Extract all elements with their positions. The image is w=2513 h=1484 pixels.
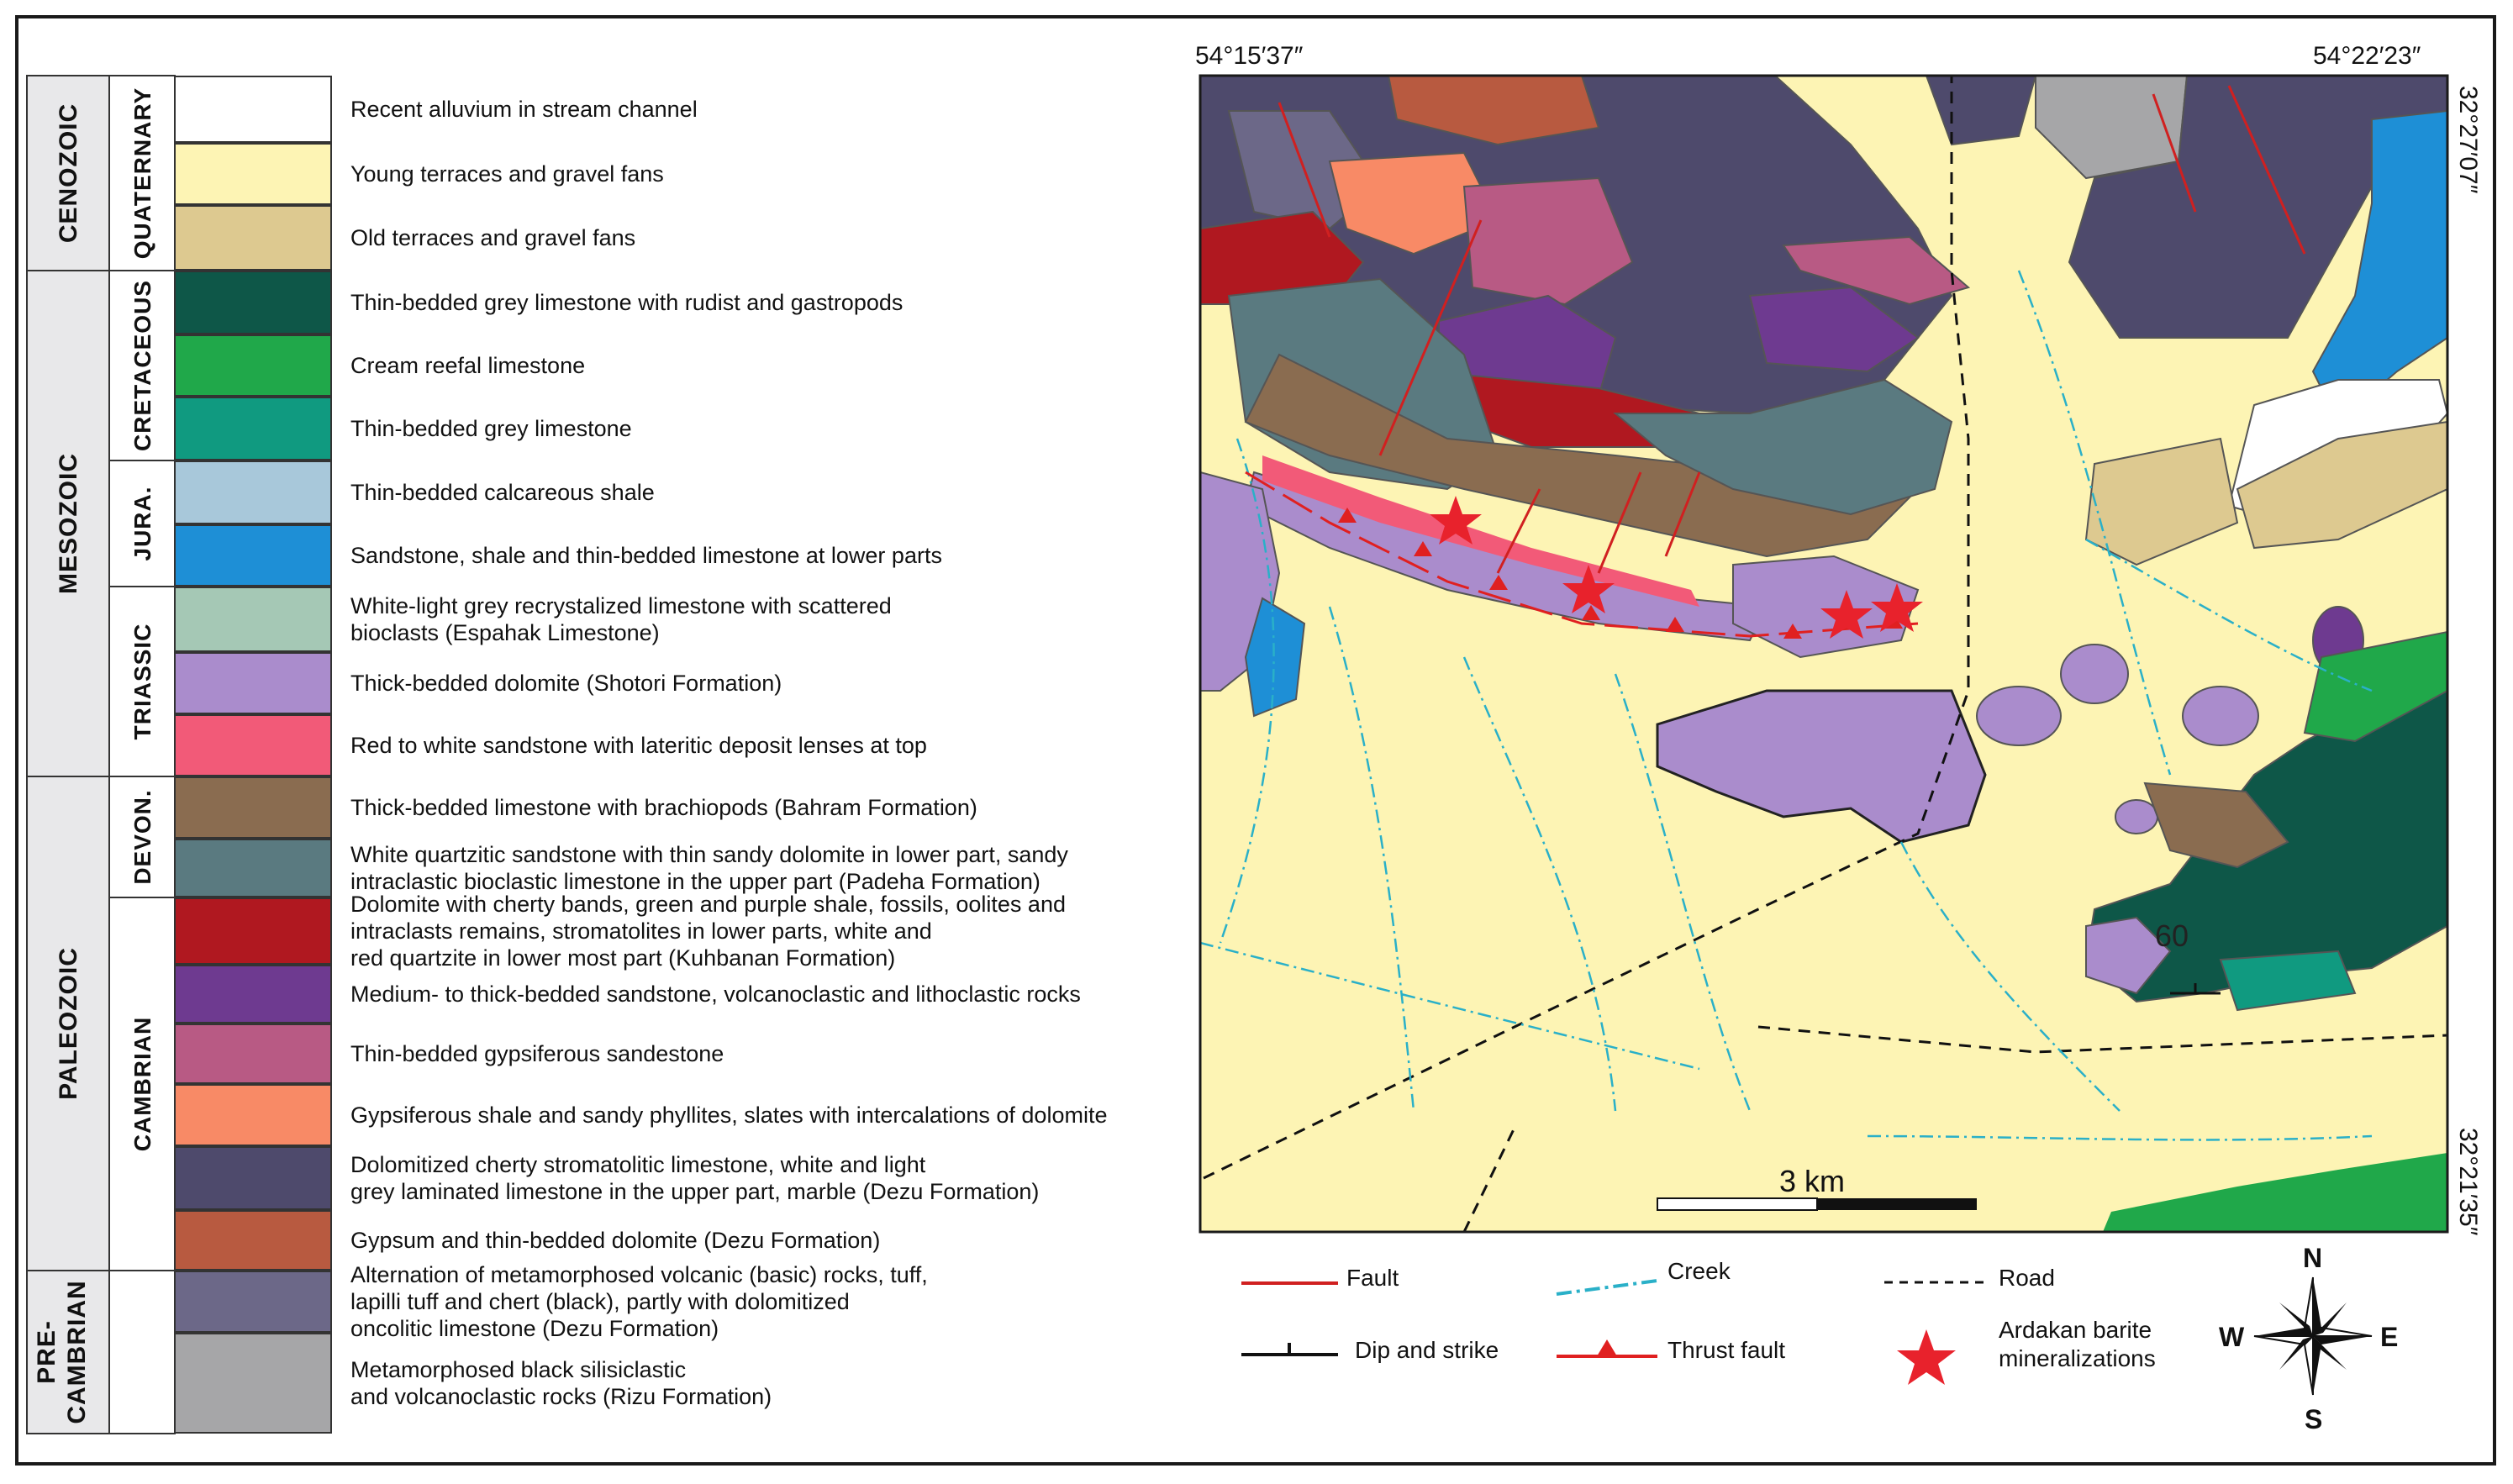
unit-description: grey laminated limestone in the upper part, marble (Dezu Formation) xyxy=(350,1179,1040,1204)
unit-description: Sandstone, shale and thin-bedded limestone at lower parts xyxy=(350,543,942,568)
unit-description: Thick-bedded limestone with brachiopods (Bahram Formation) xyxy=(350,795,977,820)
unit-description: red quartzite in lower most part (Kuhbanan Formation) xyxy=(350,945,896,971)
coord-right-top: 32°27′07″ xyxy=(2454,86,2482,194)
unit-description: Recent alluvium in stream channel xyxy=(350,97,698,122)
period-label: JURA. xyxy=(129,486,155,561)
key-barite-line1: Ardakan barite xyxy=(1999,1317,2152,1343)
unit-description: Dolomitized cherty stromatolitic limestone, white and light xyxy=(350,1152,926,1177)
coord-top-right: 54°22′23″ xyxy=(2313,42,2421,70)
key-dip: Dip and strike xyxy=(1355,1337,1499,1363)
barite-key-star xyxy=(1897,1329,1956,1385)
era-label-line2: CAMBRIAN xyxy=(63,1280,91,1424)
unit-description: oncolitic limestone (Dezu Formation) xyxy=(350,1316,719,1341)
unit-description: Thin-bedded gypsiferous sandestone xyxy=(350,1041,724,1066)
dip-key-symbol xyxy=(1241,1343,1338,1355)
period-label: CRETACEOUS xyxy=(129,280,155,451)
unit-description: Young terraces and gravel fans xyxy=(350,161,664,187)
thrust-tooth xyxy=(1597,1339,1617,1356)
era-label: PALEOZOIC xyxy=(55,947,82,1100)
dip-value: 60 xyxy=(2155,918,2189,953)
unit-description: Thin-bedded calcareous shale xyxy=(350,480,655,505)
unit-description: White quartzitic sandstone with thin sandy dolomite in lower part, sandy xyxy=(350,842,1068,867)
period-label: CAMBRIAN xyxy=(129,1016,155,1152)
unit-description: lapilli tuff and chert (black), partly with dolomitized xyxy=(350,1289,850,1314)
unit-description: Dolomite with cherty bands, green and purple shale, fossils, oolites and xyxy=(350,892,1066,917)
key-barite-line2: mineralizations xyxy=(1999,1345,2156,1371)
compass-rose xyxy=(2219,1243,2398,1434)
key-creek: Creek xyxy=(1667,1258,1731,1284)
unit-description: Cream reefal limestone xyxy=(350,353,586,378)
era-label: PRE- xyxy=(33,1320,61,1384)
compass-e: E xyxy=(2380,1322,2399,1352)
period-label: TRIASSIC xyxy=(129,623,155,740)
map-key xyxy=(1241,1258,2156,1385)
unit-description: Old terraces and gravel fans xyxy=(350,225,636,250)
compass-s: S xyxy=(2305,1404,2323,1434)
coord-right-bottom: 32°21′35″ xyxy=(2454,1128,2482,1236)
unit-description: Red to white sandstone with lateritic deposit lenses at top xyxy=(350,733,927,758)
period-label: DEVON. xyxy=(129,789,155,885)
unit-description: Alternation of metamorphosed volcanic (basic) rocks, tuff, xyxy=(350,1262,928,1287)
unit-description: Gypsiferous shale and sandy phyllites, slates with intercalations of dolomite xyxy=(350,1102,1108,1128)
coord-top-left: 54°15′37″ xyxy=(1195,42,1304,70)
unit-description: Thin-bedded grey limestone xyxy=(350,416,632,441)
era-label: MESOZOIC xyxy=(55,452,82,595)
unit-description: and volcanoclastic rocks (Rizu Formation) xyxy=(350,1384,772,1409)
unit-description: intraclasts remains, stromatolites in lower parts, white and xyxy=(350,918,932,944)
key-thrust: Thrust fault xyxy=(1667,1337,1786,1363)
unit-description: White-light grey recrystalized limestone with scattered xyxy=(350,593,892,618)
period-label: QUATERNARY xyxy=(129,87,155,260)
unit-description: Metamorphosed black silisiclastic xyxy=(350,1357,687,1382)
geological-map-figure xyxy=(15,15,2496,1466)
unit-description: Medium- to thick-bedded sandstone, volcanoclastic and lithoclastic rocks xyxy=(350,981,1081,1007)
unit-description: Thin-bedded grey limestone with rudist and gastropods xyxy=(350,290,904,315)
era-label: CENOZOIC xyxy=(55,103,82,244)
map-area xyxy=(18,18,2500,1469)
unit-description: intraclastic bioclastic limestone in the upper part (Padeha Formation) xyxy=(350,869,1040,894)
unit-description: Thick-bedded dolomite (Shotori Formation) xyxy=(350,671,782,696)
unit-description: Gypsum and thin-bedded dolomite (Dezu Formation) xyxy=(350,1228,881,1253)
key-fault: Fault xyxy=(1346,1265,1399,1291)
compass-w: W xyxy=(2219,1322,2245,1352)
scale-label: 3 km xyxy=(1779,1164,1846,1198)
unit-description: bioclasts (Espahak Limestone) xyxy=(350,620,660,645)
creek-symbol xyxy=(1557,1281,1657,1294)
compass-n: N xyxy=(2303,1243,2323,1273)
key-road: Road xyxy=(1999,1265,2055,1291)
map-geology xyxy=(1200,76,2447,1232)
